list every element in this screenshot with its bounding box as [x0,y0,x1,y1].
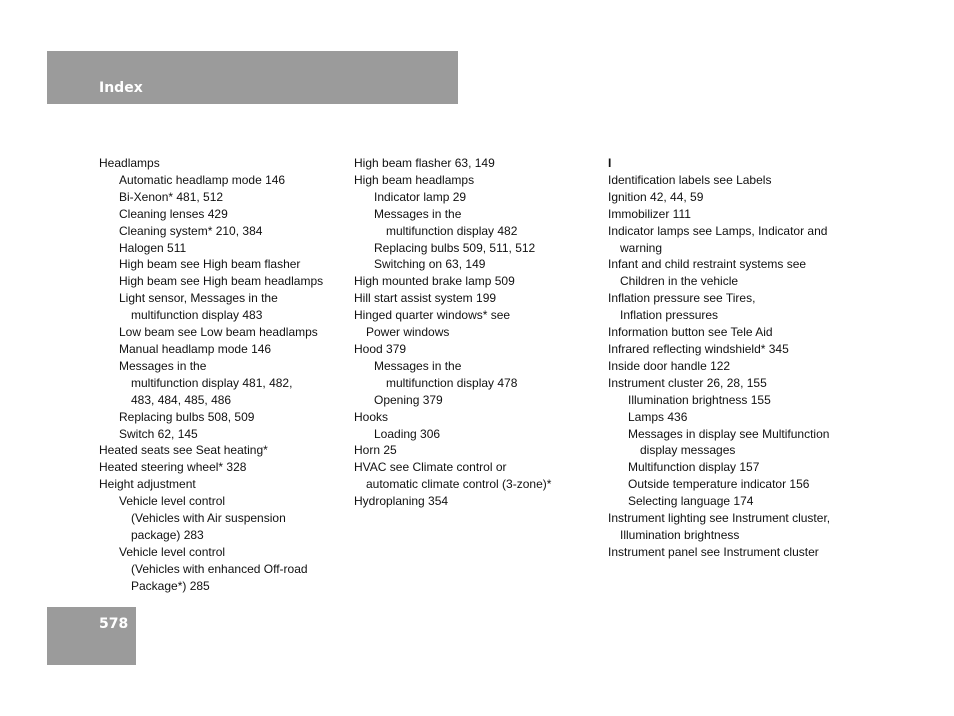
index-entry: Inflation pressures [620,308,719,323]
index-entry: Horn 25 [354,443,397,458]
index-entry: Messages in the [374,358,462,373]
index-entry: Inside door handle 122 [608,358,731,373]
index-entry: Instrument cluster 26, 28, 155 [608,375,767,390]
index-entry: Instrument lighting see Instrument cluster, [608,511,831,526]
index-entry: Hood 379 [354,341,407,356]
index-entry: warning [620,240,663,255]
index-entry: Cleaning lenses 429 [119,206,228,221]
index-entry: Hooks [354,409,389,424]
index-entry: display messages [640,443,736,458]
index-entry: multifunction display 481, 482, [131,375,293,390]
index-entry: Loading 306 [374,426,441,441]
index-entry: Opening 379 [374,392,443,407]
index-entry: Package*) 285 [131,578,210,593]
index-entry: (Vehicles with Air suspension [131,511,286,526]
index-column-2 [354,155,599,510]
index-entry: Indicator lamp 29 [374,189,467,204]
index-entry: Information button see Tele Aid [608,325,773,340]
index-entry: Infrared reflecting windshield* 345 [608,341,789,356]
index-entry: Halogen 511 [119,240,187,255]
index-entry: HVAC see Climate control or [354,460,507,475]
index-entry: Ignition 42, 44, 59 [608,189,704,204]
index-entry: Immobilizer 111 [608,206,691,221]
index-entry: Illumination brightness [620,527,740,542]
index-entry: multifunction display 483 [131,308,263,323]
index-entry: High beam see High beam flasher [119,257,301,272]
index-entry: High beam flasher 63, 149 [354,156,495,170]
index-entry: Heated steering wheel* 328 [99,460,247,475]
index-entry: Hydroplaning 354 [354,494,449,509]
page-number-box [47,607,136,665]
index-entry: Headlamps [99,156,160,170]
index-entry: Height adjustment [99,477,196,492]
index-entry: Outside temperature indicator 156 [628,477,810,492]
index-entry: Messages in the [374,206,462,221]
index-entry: Manual headlamp mode 146 [119,341,272,356]
index-entry: automatic climate control (3-zone)* [366,477,552,492]
index-entry: Cleaning system* 210, 384 [119,223,263,238]
index-entry: Identification labels see Labels [608,172,772,187]
index-entry: 483, 484, 485, 486 [131,392,232,407]
index-entry: Switch 62, 145 [119,426,198,441]
index-entry: Automatic headlamp mode 146 [119,172,286,187]
index-entry: Messages in the [119,358,207,373]
index-entry: Vehicle level control [119,544,226,559]
index-entry: Indicator lamps see Lamps, Indicator and [608,223,828,238]
index-entry: Light sensor, Messages in the [119,291,278,306]
index-entry: Inflation pressure see Tires, [608,291,756,306]
index-entry: multifunction display 478 [386,375,518,390]
index-column-3 [608,155,858,561]
index-entry: I [608,156,612,170]
index-entry: High mounted brake lamp 509 [354,274,515,289]
index-entry: Power windows [366,325,450,340]
header-bar [47,51,458,104]
index-entry: Vehicle level control [119,494,226,509]
index-entry: Lamps 436 [628,409,688,424]
page-number: 578 [99,616,129,632]
index-entry: Multifunction display 157 [628,460,760,475]
index-entry: Hinged quarter windows* see [354,308,511,323]
index-entry: High beam see High beam headlamps [119,274,324,289]
index-entry: Illumination brightness 155 [628,392,771,407]
index-entry: Instrument panel see Instrument cluster [608,544,819,559]
index-entry: Hill start assist system 199 [354,291,497,306]
index-entry: Replacing bulbs 509, 511, 512 [374,240,536,255]
index-entry: (Vehicles with enhanced Off-road [131,561,308,576]
index-column-1 [99,155,344,595]
index-entry: Messages in display see Multifunction [628,426,830,441]
index-entry: multifunction display 482 [386,223,518,238]
index-entry: Low beam see Low beam headlamps [119,325,318,340]
index-entry: Replacing bulbs 508, 509 [119,409,255,424]
index-entry: package) 283 [131,527,204,542]
index-entry: Bi-Xenon* 481, 512 [119,189,224,204]
index-entry: High beam headlamps [354,172,475,187]
index-entry: Infant and child restraint systems see [608,257,807,272]
index-entry: Heated seats see Seat heating* [99,443,268,458]
index-entry: Children in the vehicle [620,274,739,289]
index-entry: Selecting language 174 [628,494,754,509]
index-entry: Switching on 63, 149 [374,257,486,272]
page-title: Index [99,80,143,96]
